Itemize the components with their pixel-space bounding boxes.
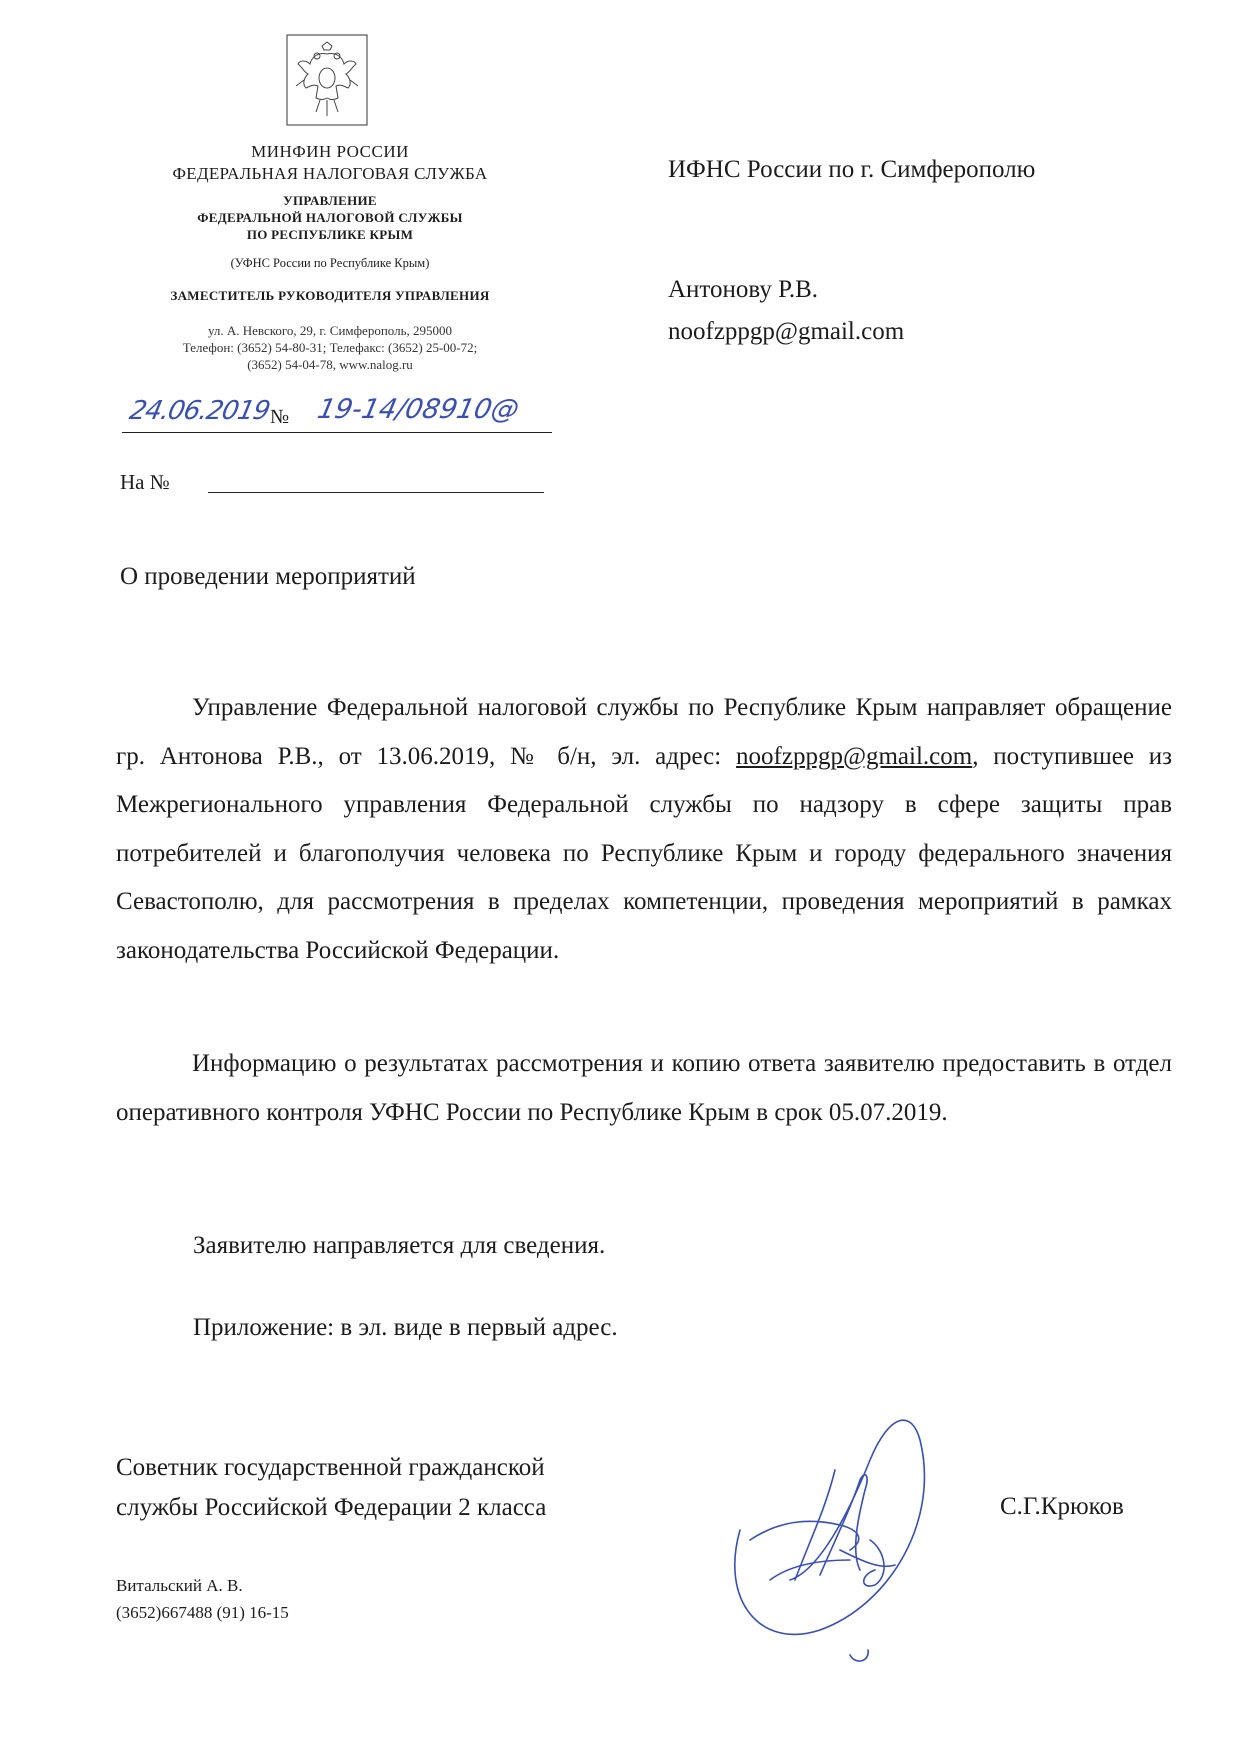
address-line-2: Телефон: (3652) 54-80-31; Телефакс: (3652) 25-00-72; [182, 340, 478, 355]
applicant-note: Заявителю направляется для сведения. [193, 1232, 606, 1259]
registration-date: 24.06.2019 [126, 396, 273, 426]
number-sign: № [270, 406, 290, 428]
signatory-title-line-1: Советник государственной гражданской [116, 1454, 545, 1481]
signatory-name: С.Г.Крюков [1000, 1493, 1124, 1520]
reply-to-rule [208, 492, 544, 493]
signatory-title [116, 1448, 546, 1528]
signatory-title-line-2: службы Российской Федерации 2 класса [116, 1494, 547, 1521]
body-paragraph-1 [116, 684, 1172, 975]
handwritten-signature [700, 1400, 990, 1670]
paragraph-1-text-end: , поступившее из Межрегионального управления Федеральной службы по надзору в сфере защиты прав потребителей и благополучия человека по Республике Крым и городу федерального значения Севастополю, для рассмотрения в пределах компетенции, проведения мероприятий в рамках законодательства Российской Федерации. [116, 742, 1173, 964]
applicant-email-link[interactable]: noofzppgp@gmail.com [736, 742, 973, 770]
recipient-organization: ИФНС России по г. Симферополю [668, 156, 1036, 183]
emblem-icon [286, 34, 368, 126]
sender-position: ЗАМЕСТИТЕЛЬ РУКОВОДИТЕЛЯ УПРАВЛЕНИЯ [170, 288, 490, 303]
address-line-3: (3652) 54-04-78, www.nalog.ru [247, 357, 413, 372]
letter-subject: О проведении мероприятий [120, 563, 416, 590]
service-name: ФЕДЕРАЛЬНАЯ НАЛОГОВАЯ СЛУЖБА [172, 164, 488, 183]
ministry-name: МИНФИН РОССИИ [251, 142, 409, 161]
sender-address [110, 322, 550, 373]
address-line-1: ул. А. Невского, 29, г. Симферополь, 295000 [207, 323, 453, 338]
executor-name: Витальский А. В. [116, 1576, 243, 1595]
body-paragraph-2 [116, 1040, 1172, 1137]
department-line-2: ФЕДЕРАЛЬНОЙ НАЛОГОВОЙ СЛУЖБЫ [197, 210, 463, 225]
paragraph-1-text-start: Управление Федеральной налоговой службы по Республике Крым направляет обращение гр. Антонова Р.В., от 13.06.2019, № б/н, эл. адрес: [116, 694, 1172, 770]
recipient-email: noofzppgp@gmail.com [668, 318, 905, 345]
department-line-3: ПО РЕСПУБЛИКЕ КРЫМ [246, 227, 414, 242]
registration-number: 19-14/08910@ [314, 394, 522, 425]
department-short-name: (УФНС России по Республике Крым) [230, 256, 430, 270]
department-name [110, 192, 550, 243]
paragraph-2-text: Информацию о результатах рассмотрения и копию ответа заявителю предоставить в отдел оперативного контроля УФНС России по Республике Крым в срок 05.07.2019. [116, 1050, 1172, 1126]
department-line-1: УПРАВЛЕНИЕ [283, 193, 377, 208]
attachment-note: Приложение: в эл. виде в первый адрес. [193, 1314, 618, 1341]
recipient-person: Антонову Р.В. [668, 276, 819, 303]
executor-info [116, 1572, 289, 1626]
registration-rule [122, 432, 552, 433]
reply-to-label: На № [120, 470, 170, 494]
executor-phone: (3652)667488 (91) 16-15 [116, 1603, 289, 1622]
